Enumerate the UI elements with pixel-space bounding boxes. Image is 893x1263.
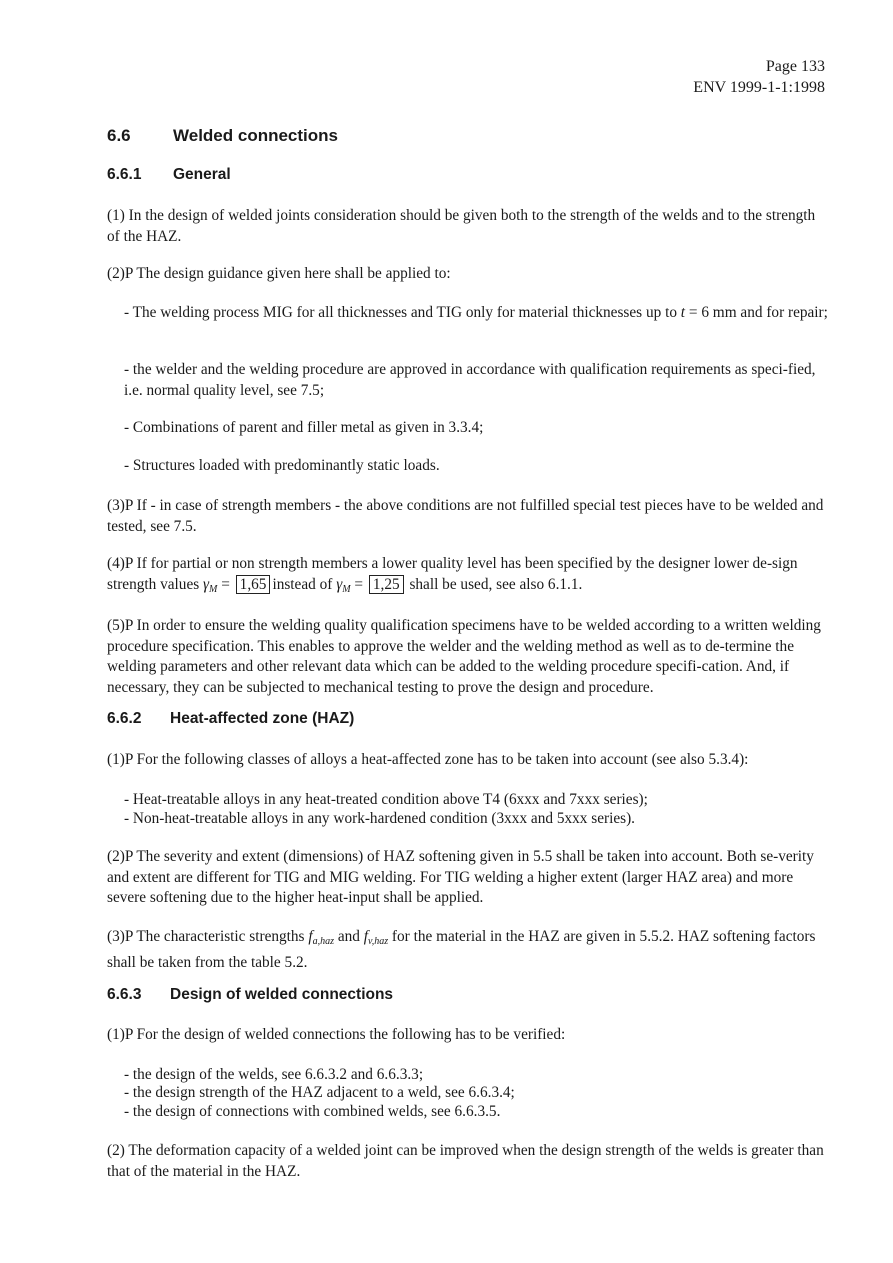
heading-6-6-3 bbox=[107, 986, 393, 1004]
heading-6-6-1 bbox=[107, 166, 231, 184]
paragraph: (5)P In order to ensure the welding quality qualification specimens have to be welded according to a written welding procedure specification. This enables to approve the welder and the welding method as well as to de-termine the welding parameters and other relevant data which can be added to the welding procedure specifi-cation. And, if necessary, they can be subjected to mechanical testing to prove the design and procedure. bbox=[107, 617, 821, 696]
section-number: 6.6.1 bbox=[107, 166, 142, 183]
section-title: Heat-affected zone (HAZ) bbox=[170, 710, 355, 727]
paragraph: (2)P The severity and extent (dimensions) of HAZ softening given in 5.5 shall be taken into account. Both se-verity and extent are different for TIG and MIG welding. For TIG welding a higher extent (larger HAZ area) and more severe softening due to the higher heat-input shall be applied. bbox=[107, 848, 814, 906]
bullet-item: - the design strength of the HAZ adjacent to a weld, see 6.6.3.4; bbox=[124, 1084, 515, 1101]
bullet-item: - Heat-treatable alloys in any heat-treated condition above T4 (6xxx and 7xxx series); bbox=[124, 791, 648, 808]
paragraph: (2) The deformation capacity of a welded joint can be improved when the design strength of the welds is greater than that of the material in the HAZ. bbox=[107, 1142, 824, 1180]
page-number: Page 133 bbox=[765, 58, 825, 75]
bullet-item: - Non-heat-treatable alloys in any work-hardened condition (3xxx and 5xxx series). bbox=[124, 810, 636, 827]
paragraph: (2)P The design guidance given here shall be applied to: bbox=[107, 265, 451, 282]
value-box: 1,25 bbox=[369, 575, 404, 594]
paragraph: (4)P If for partial or non strength members a lower quality level has been specified by the designer lower de-sign strength values $\gamma_M = 1,65$ instead of $\gamma_M = 1,25$ shall be used, see also 6.1.1. bbox=[107, 555, 798, 595]
bullet-item: - Structures loaded with predominantly static loads. bbox=[124, 457, 440, 474]
page-header bbox=[693, 56, 825, 98]
section-title: Welded connections bbox=[173, 126, 338, 145]
heading-6-6-2 bbox=[107, 710, 354, 728]
bullet-item: - Combinations of parent and filler metal as given in 3.3.4; bbox=[124, 419, 484, 436]
bullet-item: - the design of the welds, see 6.6.3.2 and 6.6.3.3; bbox=[124, 1066, 424, 1083]
value-box: 1,65 bbox=[236, 575, 271, 594]
paragraph: (1)P For the following classes of alloys a heat-affected zone has to be taken into account (see also 5.3.4): bbox=[107, 751, 749, 768]
section-number: 6.6 bbox=[107, 126, 131, 145]
bullet-item: - The welding process MIG for all thicknesses and TIG only for material thicknesses up to t = 6 mm and for repair; bbox=[124, 304, 828, 321]
bullet-item: - the welder and the welding procedure are approved in accordance with qualification requirements as speci-fied, i.e. normal quality level, see 7.5; bbox=[124, 361, 816, 399]
paragraph: (3)P If - in case of strength members - the above conditions are not fulfilled special test pieces have to be welded and tested, see 7.5. bbox=[107, 497, 824, 535]
section-number: 6.6.2 bbox=[107, 710, 142, 727]
heading-6-6 bbox=[107, 126, 338, 146]
section-title: Design of welded connections bbox=[170, 986, 394, 1003]
section-number: 6.6.3 bbox=[107, 986, 142, 1003]
paragraph: (1)P For the design of welded connections the following has to be verified: bbox=[107, 1026, 566, 1043]
standard-reference: ENV 1999-1-1:1998 bbox=[693, 79, 825, 96]
bullet-item: - the design of connections with combined welds, see 6.6.3.5. bbox=[124, 1103, 501, 1120]
paragraph: (3)P The characteristic strengths $f_{a,haz}$ and $f_{v,haz}$ for the material in the HAZ are given in 5.5.2. HAZ softening factors shall be taken from the table 5.2. bbox=[107, 928, 816, 971]
paragraph: (1) In the design of welded joints consideration should be given both to the strength of the welds and to the strength of the HAZ. bbox=[107, 207, 816, 245]
section-title: General bbox=[173, 166, 231, 183]
